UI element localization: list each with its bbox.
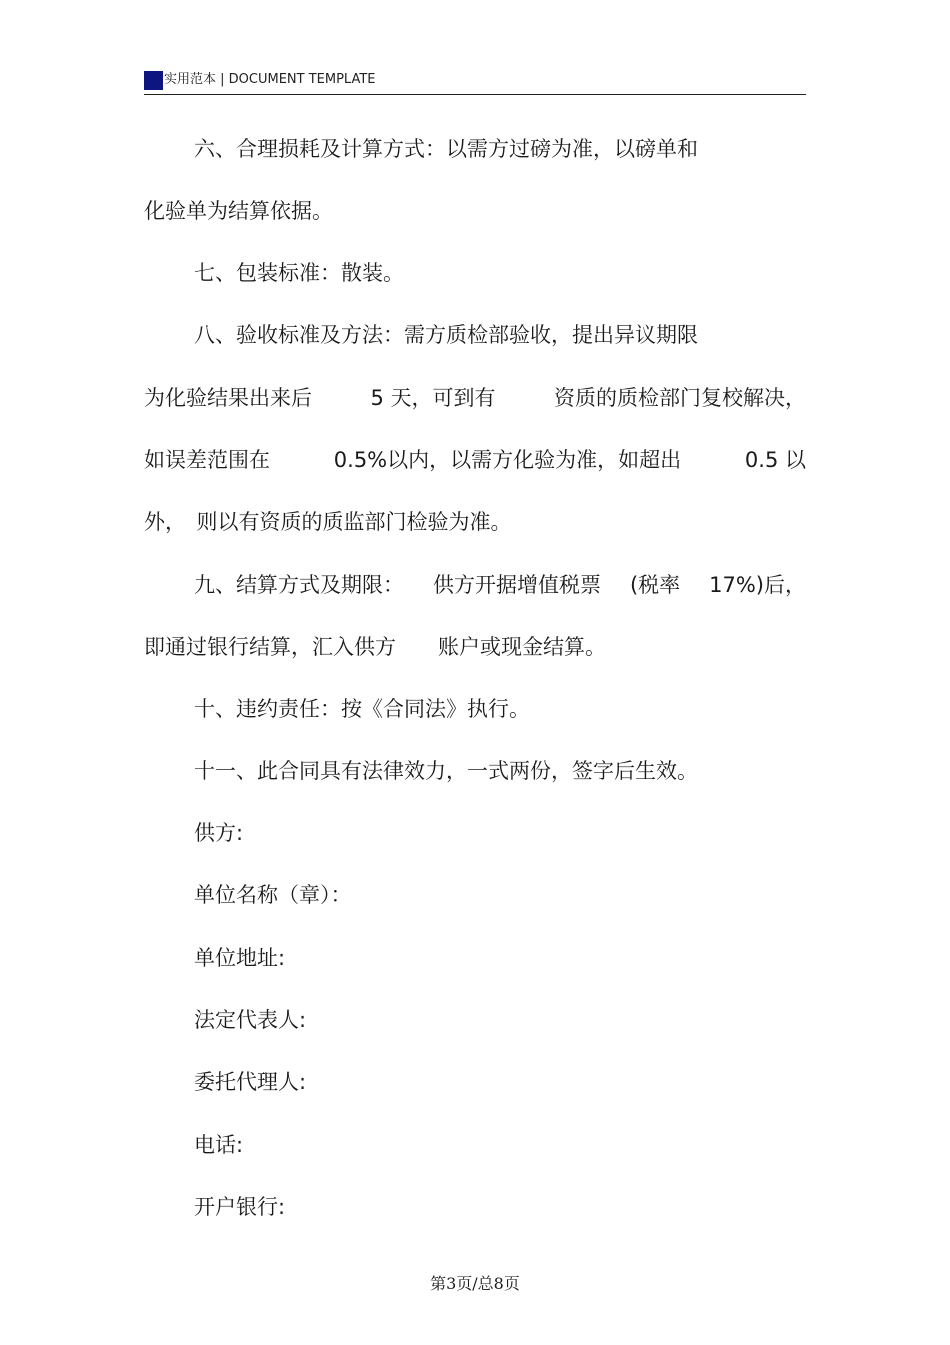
clause-9-line-1-part-1: 九、结算方式及期限：	[194, 573, 404, 597]
clause-8-line-3-part-2: 0.5%以内，以需方化验为准，如超出	[333, 448, 682, 472]
clause-7: 七、包装标准：散装。	[194, 261, 404, 285]
authorized-agent-label: 委托代理人:	[194, 1070, 307, 1094]
legal-representative-label: 法定代表人:	[194, 1008, 307, 1032]
clause-9-line-2: 即通过银行结算，汇入供方 账户或现金结算。	[144, 635, 606, 659]
clause-11: 十一、此合同具有法律效力，一式两份，签字后生效。	[194, 759, 698, 783]
clause-9-line-1	[194, 570, 806, 600]
header-title: 实用范本 | DOCUMENT TEMPLATE	[164, 72, 376, 87]
clause-8-line-2-part-3: 资质的质检部门复校解决，	[553, 386, 806, 410]
page-header	[144, 68, 806, 95]
clause-8-line-1: 八、验收标准及方法：需方质检部验收，提出异议期限	[194, 323, 698, 347]
clause-8-line-4: 外， 则以有资质的质监部门检验为准。	[144, 510, 512, 534]
clause-8-line-3	[144, 445, 806, 475]
clause-9-line-1-part-2: 供方开据增值税票	[432, 573, 601, 597]
bank-label: 开户银行:	[194, 1195, 286, 1219]
clause-8-line-2-part-1: 为化验结果出来后	[144, 386, 312, 410]
clause-9-line-1-part-4: 17%)后，	[709, 573, 806, 597]
unit-address-label: 单位地址:	[194, 946, 286, 970]
clause-9-line-1-part-3: (税率	[629, 573, 681, 597]
clause-10: 十、违约责任：按《合同法》执行。	[194, 697, 530, 721]
page-number: 第3页/总8页	[430, 1274, 520, 1293]
clause-8-line-2	[144, 383, 806, 413]
supplier-label: 供方:	[194, 821, 244, 845]
clause-8-line-3-part-3: 0.5 以	[744, 448, 806, 472]
clause-6-line-1: 六、合理损耗及计算方式：以需方过磅为准，以磅单和	[194, 137, 698, 161]
clause-8-line-2-part-2: 5 天，可到有	[370, 386, 496, 410]
clause-6-line-2: 化验单为结算依据。	[144, 199, 333, 223]
clause-8-line-3-part-1: 如误差范围在	[144, 448, 270, 472]
phone-label: 电话:	[194, 1133, 244, 1157]
unit-name-label: 单位名称（章）：	[194, 883, 352, 907]
header-logo-square	[144, 71, 163, 90]
